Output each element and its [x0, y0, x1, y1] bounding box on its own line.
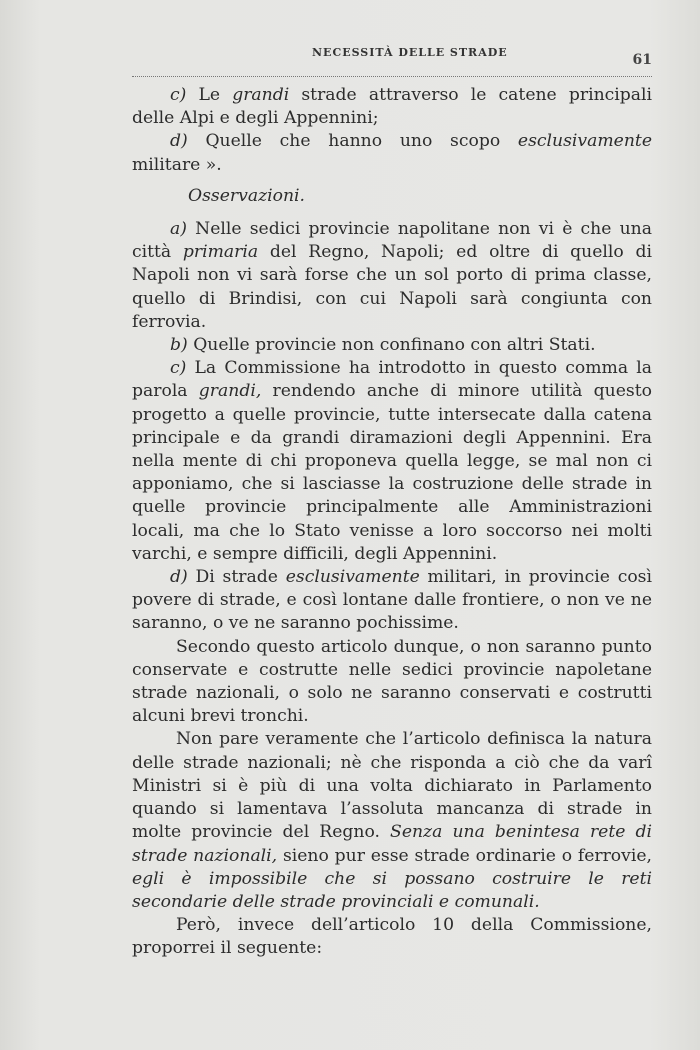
body-text [132, 84, 652, 961]
item-label: c) [170, 85, 187, 105]
italic-run: grandi [232, 85, 290, 105]
text-run: strade attraverso le catene principali delle Alpi e degli Appennini; [132, 85, 652, 129]
paragraph-pero: Però, invece dell’articolo 10 della Commissione, proporrei il seguente: [132, 915, 652, 959]
page-number: 61 [632, 52, 652, 68]
italic-run: esclusivamente [517, 131, 652, 152]
paragraph-d-militari [132, 130, 652, 176]
item-label: d) [170, 567, 188, 588]
text-run: del Regno, Napoli; ed oltre di quello di Napoli non vi sarà forse che un sol porto di prima classe, quello di Brindisi, con cui Napoli sarà congiunta con ferrovia. [132, 242, 652, 332]
paragraph-c-grandi [132, 84, 652, 130]
text-run: rendendo anche di minore utilità questo progetto a quelle provincie, tutte intersecate dalla catena principale e da grandi diramazioni degli Appennini. Era nella mente di chi proponeva quella legge, se mal non ci apponiamo, che si lasciasse la costruzione delle strade in quelle provincie principalmente alle Amministrazioni locali, ma che lo Stato venisse a loro soccorso nei molti varchi, e sempre difficili, degli Appennini. [132, 381, 652, 564]
observation-b [132, 334, 652, 357]
text-run: Le [198, 85, 233, 105]
item-label: a) [170, 219, 187, 240]
text-run: La Commissione ha introdotto in questo comma la parola [132, 358, 652, 402]
text-run: Quelle che hanno uno scopo [205, 131, 518, 152]
observation-c [132, 357, 652, 566]
text-run: Di strade [195, 567, 286, 588]
italic-run: egli è impossibile che si possano costruire le reti secondarie delle strade provinciali e comunali. [132, 868, 652, 912]
text-run: sieno pur esse strade ordinarie o ferrovie, [277, 845, 652, 866]
page-header [132, 42, 652, 77]
item-label: c) [170, 358, 187, 379]
section-heading: Osservazioni. [188, 185, 306, 206]
italic-run: esclusivamente [285, 567, 420, 588]
text-run: Quelle provincie non confinano con altri Stati. [193, 335, 596, 356]
item-label: d) [170, 131, 188, 152]
text-run: Non pare veramente che l’articolo definisca la natura delle strade nazionali; nè che risponda a ciò che da varî Ministri si è più di una volta dichiarato in Parlamento quando si lamentava l’assoluta mancanza di strade in molte provincie del Regno. [132, 729, 652, 843]
text-run: militari, in provincie così povere di strade, e così lontane dalle frontiere, o non ve ne saranno, o ve ne saranno pochissime. [132, 567, 652, 634]
observation-d [132, 566, 652, 636]
italic-run: Senza una benintesa rete di strade nazionali, [132, 822, 652, 866]
running-head: NECESSITÀ DELLE STRADE [312, 46, 508, 59]
italic-run: primaria [182, 242, 259, 263]
italic-run: grandi, [198, 381, 262, 402]
observation-a [132, 218, 652, 334]
text-run: Nelle sedici provincie napolitane non vi è che una città [132, 219, 652, 263]
paragraph-non-pare [132, 728, 652, 914]
item-label: b) [170, 335, 188, 356]
text-run: militare ». [132, 154, 222, 175]
paragraph-secondo: Secondo questo articolo dunque, o non saranno punto conservate e costrutte nelle sedici provincie napoletane strade nazionali, o solo ne saranno conservati e costrutti alcuni brevi tronchi. [132, 636, 652, 727]
